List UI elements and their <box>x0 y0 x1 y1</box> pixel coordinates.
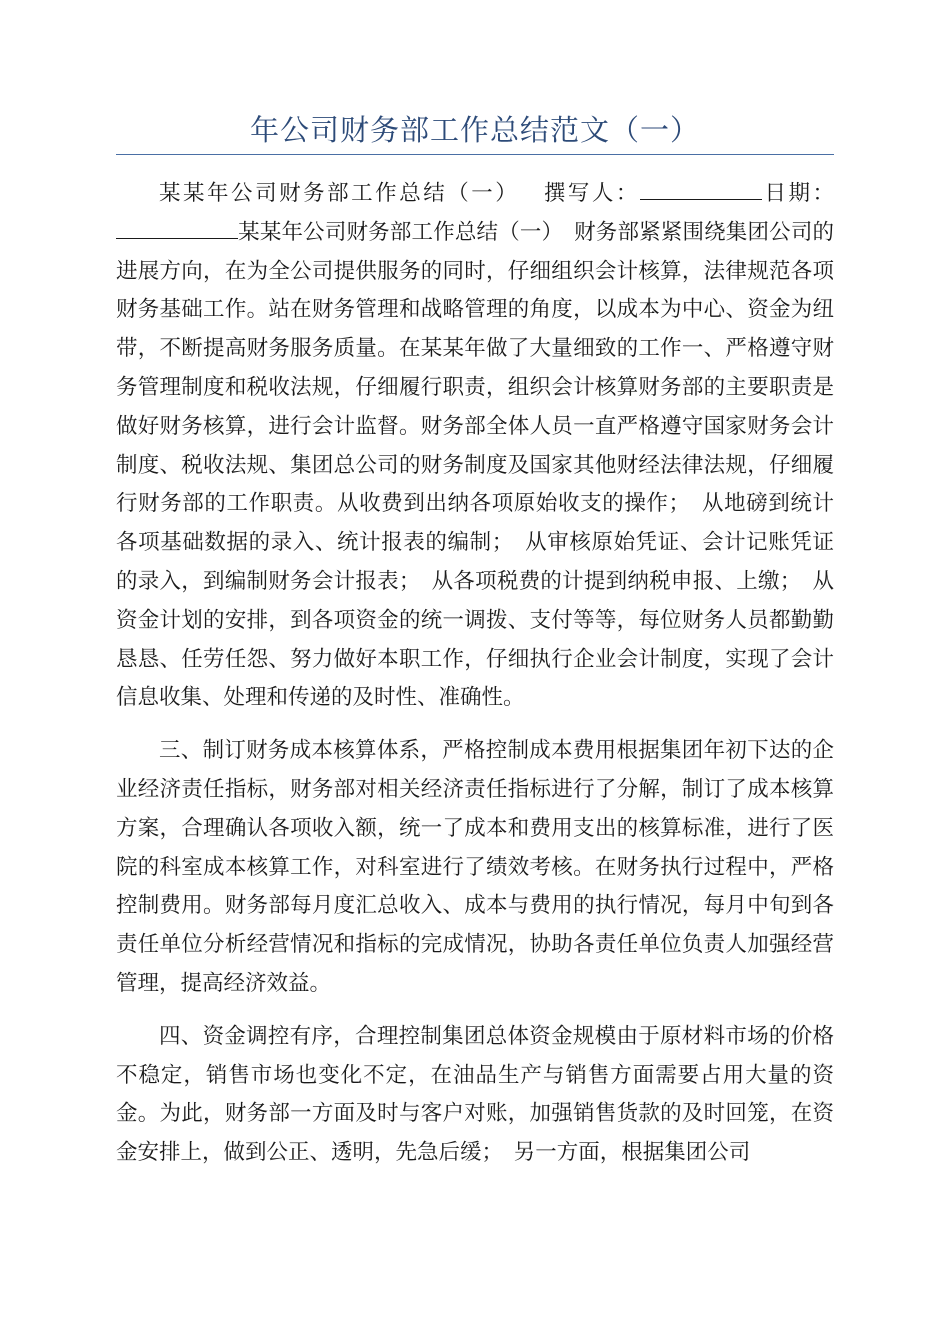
paragraph-section-3: 三、制订财务成本核算体系，严格控制成本费用根据集团年初下达的企业经济责任指标，财务部对相关经济责任指标进行了分解，制订了成本核算方案，合理确认各项收入额，统一了成本和费用支出的核算标准，进行了医院的科室成本核算工作，对科室进行了绩效考核。在财务执行过程中，严格控制费用。财务部每月度汇总收入、成本与费用的执行情况，每月中旬到各责任单位分析经营情况和指标的完成情况，协助各责任单位负责人加强经营管理，提高经济效益。 <box>116 738 834 996</box>
author-label: 撰写人： <box>541 181 640 206</box>
date-label: 日期： <box>761 181 834 206</box>
date-blank <box>116 216 238 239</box>
document-page <box>116 108 834 1173</box>
author-blank <box>640 177 762 200</box>
document-title: 年公司财务部工作总结范文（一） <box>249 113 700 147</box>
intro-heading: 某某年公司财务部工作总结（一） <box>159 181 520 206</box>
intro-body: 某某年公司财务部工作总结（一） 财务部紧紧围绕集团公司的进展方向，在为全公司提供服务的同时，仔细组织会计核算，法律规范各项财务基础工作。站在财务管理和战略管理的角度，以成本为中心、资金为纽带，不断提高财务服务质量。在某某年做了大量细致的工作一、严格遵守财务管理制度和税收法规，仔细履行职责，组织会计核算财务部的主要职责是做好财务核算，进行会计监督。财务部全体人员一直严格遵守国家财务会计制度、税收法规、集团总公司的财务制度及国家其他财经法律法规，仔细履行财务部的工作职责。从收费到出纳各项原始收支的操作； 从地磅到统计各项基础数据的录入、统计报表的编制； 从审核原始凭证、会计记账凭证的录入，到编制财务会计报表； 从各项税费的计提到纳税申报、上缴； 从资金计划的安排，到各项资金的统一调拨、支付等等，每位财务人员都勤勤恳恳、任劳任怨、努力做好本职工作，仔细执行企业会计制度，实现了会计信息收集、处理和传递的及时性、准确性。 <box>116 219 834 711</box>
title-underline <box>116 154 834 155</box>
paragraph-section-4: 四、资金调控有序，合理控制集团总体资金规模由于原材料市场的价格不稳定，销售市场也变化不定，在油品生产与销售方面需要占用大量的资金。为此，财务部一方面及时与客户对账，加强销售货款的及时回笼，在资金安排上，做到公正、透明，先急后缓； 另一方面，根据集团公司 <box>116 1023 834 1166</box>
intro-paragraph <box>116 175 834 718</box>
